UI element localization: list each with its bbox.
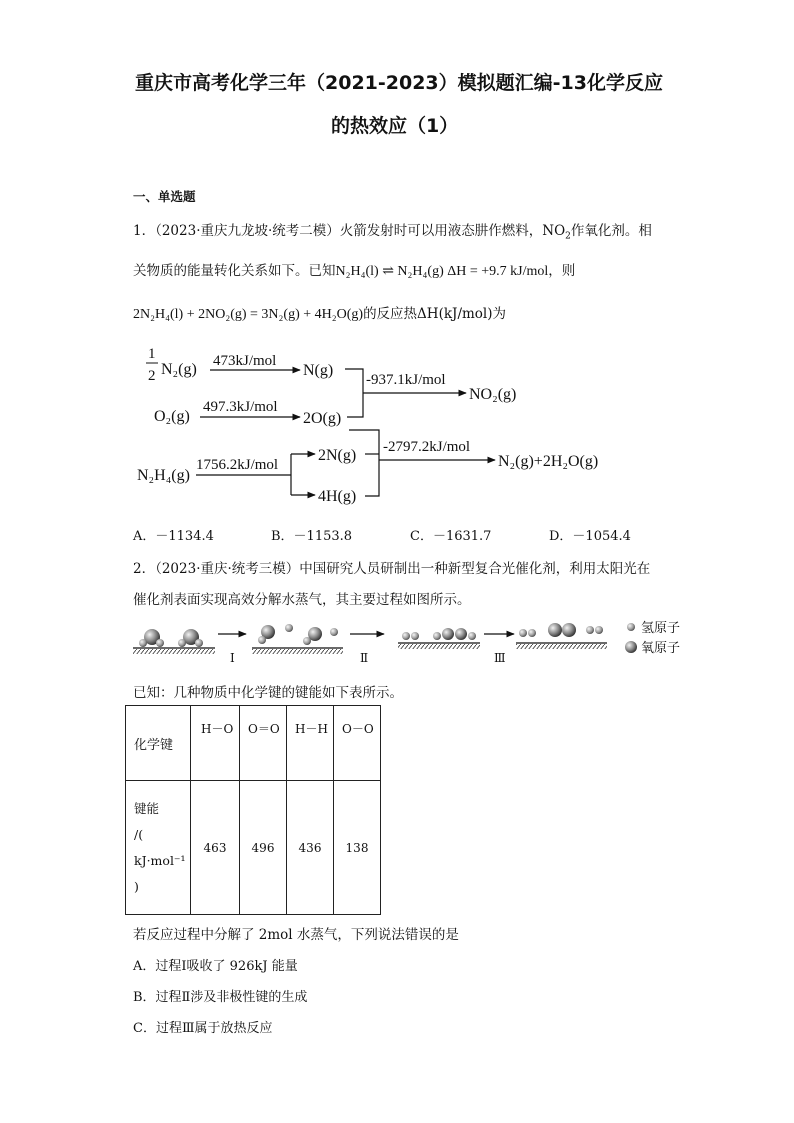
half-denominator: 2 bbox=[148, 368, 156, 384]
legend-hydrogen: 氢原子 bbox=[641, 620, 681, 635]
n2h4-atomization-energy: 1756.2kJ/mol bbox=[196, 457, 279, 473]
energy-label-line4: ) bbox=[134, 878, 139, 894]
table-row bbox=[126, 706, 381, 781]
section-heading: 一、单选题 bbox=[133, 189, 196, 204]
four-h-atoms-label: 4H(g) bbox=[318, 488, 357, 505]
stage-1-molecules bbox=[252, 624, 343, 654]
table-header-ho: H－O bbox=[201, 722, 234, 736]
legend-oxygen: 氧原子 bbox=[641, 640, 681, 655]
stage-3-molecules bbox=[516, 623, 607, 649]
doc-title-line1: 重庆市高考化学三年（2021-2023）模拟题汇编-13化学反应 bbox=[135, 72, 663, 94]
o2-gas-label: O₂(g) bbox=[154, 408, 190, 425]
water-splitting-process-figure bbox=[0, 610, 794, 670]
stage-0-molecules bbox=[133, 629, 215, 654]
energy-diagram bbox=[0, 0, 794, 520]
table-header-oo-single: O－O bbox=[342, 722, 374, 736]
table-header-cell bbox=[334, 706, 381, 781]
table-header-hh: H－H bbox=[295, 722, 328, 736]
table-value-oo-single: 138 bbox=[334, 781, 381, 915]
table-value-ho: 463 bbox=[191, 781, 240, 915]
n2-atomization-energy: 473kJ/mol bbox=[213, 353, 277, 369]
q1-stem-line2-text: 关物质的能量转化关系如下。已知 bbox=[133, 263, 336, 279]
products-label: N₂(g)+2H₂O(g) bbox=[498, 453, 599, 470]
no2-formation-energy: -937.1kJ/mol bbox=[366, 372, 446, 388]
q1-option-a[interactable]: A．－1134.4 bbox=[133, 529, 214, 544]
stage-2-molecules bbox=[398, 628, 480, 649]
q2-stem-line1: 2．（2023·重庆·统考三模）中国研究人员研制出一种新型复合光催化剂，利用太阳光在 bbox=[133, 561, 651, 577]
n-atom-label: N(g) bbox=[303, 362, 334, 379]
o-atoms-label: 2O(g) bbox=[303, 410, 342, 427]
hydrogen-atom-legend-icon bbox=[627, 623, 635, 631]
q2-stem-line2: 催化剂表面实现高效分解水蒸气，其主要过程如图所示。 bbox=[133, 592, 471, 608]
table-header-cell bbox=[287, 706, 334, 781]
q1-stem-part1: 1．（2023·重庆九龙坡·统考二模）火箭发射时可以用液态肼作燃料，NO bbox=[133, 223, 566, 239]
table-row bbox=[126, 781, 381, 915]
two-n-atoms-label: 2N(g) bbox=[318, 447, 357, 464]
half-numerator: 1 bbox=[148, 346, 156, 362]
energy-label-line3: kJ·mol⁻¹ bbox=[134, 852, 186, 868]
energy-label-line2: /( bbox=[134, 826, 144, 842]
q2-condition: 若反应过程中分解了 2mol 水蒸气，下列说法错误的是 bbox=[133, 927, 459, 943]
q2-option-a[interactable]: A．过程Ⅰ吸收了 926kJ 能量 bbox=[133, 959, 298, 974]
q1-option-b[interactable]: B．－1153.8 bbox=[271, 529, 353, 544]
q1-stem-part2: 作氧化剂。相 bbox=[570, 223, 652, 239]
no2-subscript: 2 bbox=[565, 231, 571, 242]
q2-known: 已知：几种物质中化学键的键能如下表所示。 bbox=[133, 685, 403, 701]
table-value-oo-double: 496 bbox=[240, 781, 287, 915]
table-header-oo-double: O＝O bbox=[248, 722, 280, 736]
doc-title-line2: 的热效应（1） bbox=[331, 115, 459, 137]
table-header-cell bbox=[191, 706, 240, 781]
table-row1-label-cell bbox=[126, 706, 191, 781]
table-value-hh: 436 bbox=[287, 781, 334, 915]
no2-bracket bbox=[345, 369, 363, 417]
q1-option-c[interactable]: C．－1631.7 bbox=[410, 529, 492, 544]
q2-option-b[interactable]: B．过程Ⅱ涉及非极性键的生成 bbox=[133, 990, 308, 1005]
q1-reaction-suffix: 的反应热ΔH(kJ/mol)为 bbox=[363, 306, 507, 322]
step-3-label: Ⅲ bbox=[494, 651, 506, 665]
bond-energy-table bbox=[125, 705, 381, 915]
table-row1-label: 化学键 bbox=[134, 737, 174, 753]
table-header-cell bbox=[240, 706, 287, 781]
energy-label-line1: 键能 bbox=[134, 800, 160, 816]
no2-gas-label: NO₂(g) bbox=[469, 386, 517, 403]
q1-reaction-equation: 2N₂H₄(l) + 2NO₂(g) = 3N₂(g) + 4H₂O(g) bbox=[133, 307, 364, 322]
products-formation-energy: -2797.2kJ/mol bbox=[383, 439, 471, 455]
q1-given-equation: N₂H₄(l) ⇌ N₂H₄(g) ΔH = +9.7 kJ/mol bbox=[335, 264, 549, 279]
step-2-label: Ⅱ bbox=[360, 651, 369, 665]
q1-option-d[interactable]: D．－1054.4 bbox=[549, 529, 631, 544]
n2h4-gas-label: N₂H₄(g) bbox=[137, 467, 190, 484]
step-1-label: Ⅰ bbox=[230, 651, 235, 665]
q1-stem-line2-end: ，则 bbox=[548, 263, 576, 279]
oxygen-atom-legend-icon bbox=[625, 641, 637, 653]
o2-atomization-energy: 497.3kJ/mol bbox=[203, 399, 278, 415]
q2-option-c[interactable]: C．过程Ⅲ属于放热反应 bbox=[133, 1021, 273, 1036]
table-row2-label-cell bbox=[126, 781, 191, 915]
n2-gas-label: N₂(g) bbox=[161, 361, 197, 378]
